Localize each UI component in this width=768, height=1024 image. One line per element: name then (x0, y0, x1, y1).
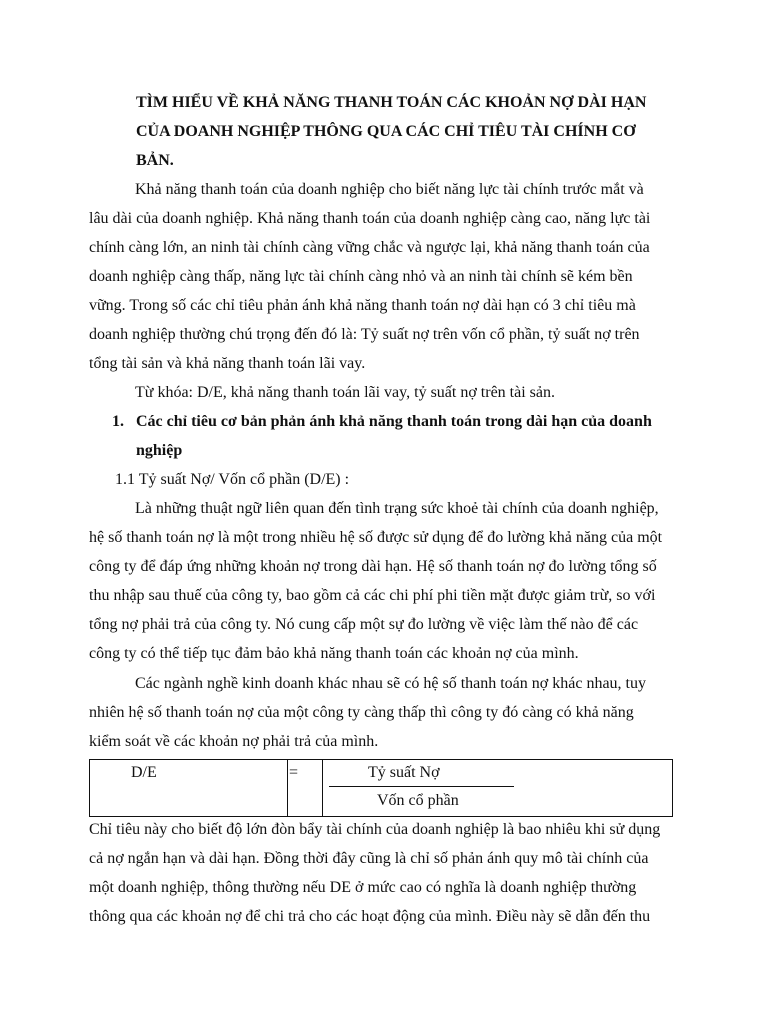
text-line: kiểm soát về các khoản nợ phải trả của mình. (89, 733, 379, 750)
text-line: lâu dài của doanh nghiệp. Khả năng thanh toán của doanh nghiệp càng cao, năng lực tài (89, 210, 651, 227)
text-line: tổng tài sản và khả năng thanh toán lãi vay. (89, 355, 366, 372)
text-line: Là những thuật ngữ liên quan đến tình trạng sức khoẻ tài chính của doanh nghiệp, (135, 500, 659, 517)
text-line: công ty có thể tiếp tục đảm bảo khả năng thanh toán các khoản nợ của mình. (89, 645, 579, 662)
text-line: doanh nghiệp càng thấp, năng lực tài chính càng nhỏ và an ninh tài chính sẽ kém bền (89, 268, 633, 285)
text-line: chính càng lớn, an ninh tài chính càng vững chắc và ngược lại, khả năng thanh toán của (89, 239, 650, 256)
formula-numerator: Tỷ suất Nợ (368, 764, 440, 781)
subsection-heading: 1.1 Tỷ suất Nợ/ Vốn cổ phần (D/E) : (115, 471, 350, 488)
text-line: công ty để đáp ứng những khoản nợ trong dài hạn. Hệ số thanh toán nợ đo lường tổng số (89, 558, 657, 575)
section-number: 1. (112, 413, 124, 430)
text-line: Các ngành nghề kinh doanh khác nhau sẽ có hệ số thanh toán nợ khác nhau, tuy (135, 675, 646, 692)
text-line: doanh nghiệp thường chú trọng đến đó là: Tỷ suất nợ trên vốn cổ phần, tỷ suất nợ trên (89, 326, 640, 343)
formula-equals: = (289, 764, 299, 781)
title-line: TÌM HIỂU VỀ KHẢ NĂNG THANH TOÁN CÁC KHOẢN NỢ DÀI HẠN (136, 94, 647, 111)
title-line: BẢN. (136, 152, 174, 169)
formula-label-cell (90, 760, 288, 817)
title-line: CỦA DOANH NGHIỆP THÔNG QUA CÁC CHỈ TIÊU TÀI CHÍNH CƠ (136, 123, 636, 140)
text-line: Chỉ tiêu này cho biết độ lớn đòn bẩy tài chính của doanh nghiệp là bao nhiêu khi sử dụng (89, 821, 661, 838)
intro-paragraph (89, 175, 689, 378)
text-line: Khả năng thanh toán của doanh nghiệp cho biết năng lực tài chính trước mắt và (135, 181, 644, 198)
fraction-bar (329, 786, 514, 787)
keywords-line: Từ khóa: D/E, khả năng thanh toán lãi vay, tỷ suất nợ trên tài sản. (135, 384, 555, 401)
formula-denominator: Vốn cổ phần (377, 792, 459, 809)
formula-label: D/E (131, 764, 157, 781)
paragraph-explanation (89, 815, 689, 931)
section-heading-line: nghiệp (136, 442, 183, 459)
text-line: tổng nợ phải trả của công ty. Nó cung cấp một sự đo lường về việc làm thế nào để các (89, 616, 639, 633)
section-heading-line: Các chỉ tiêu cơ bản phản ánh khả năng thanh toán trong dài hạn của doanh (136, 413, 652, 430)
paragraph-definition (89, 494, 689, 668)
keywords-paragraph (89, 378, 689, 407)
text-line: nhiên hệ số thanh toán nợ của một công ty càng thấp thì công ty đó càng có khả năng (89, 704, 634, 721)
text-line: thu nhập sau thuế của công ty, bao gồm cả các chi phí phi tiền mặt được giảm trừ, so với (89, 587, 656, 604)
text-line: vững. Trong số các chỉ tiêu phản ánh khả năng thanh toán nợ dài hạn có 3 chỉ tiêu mà (89, 297, 636, 314)
text-line: cả nợ ngắn hạn và dài hạn. Đồng thời đây cũng là chỉ số phản ánh quy mô tài chính của (89, 850, 649, 867)
text-line: một doanh nghiệp, thông thường nếu DE ở mức cao có nghĩa là doanh nghiệp thường (89, 879, 637, 896)
document-title (136, 88, 676, 175)
text-line: hệ số thanh toán nợ là một trong nhiều hệ số được sử dụng để đo lường khả năng của một (89, 529, 663, 546)
text-line: thông qua các khoản nợ để chi trả cho các hoạt động của mình. Điều này sẽ dẫn đến thu (89, 908, 651, 925)
paragraph-industries (89, 669, 689, 756)
